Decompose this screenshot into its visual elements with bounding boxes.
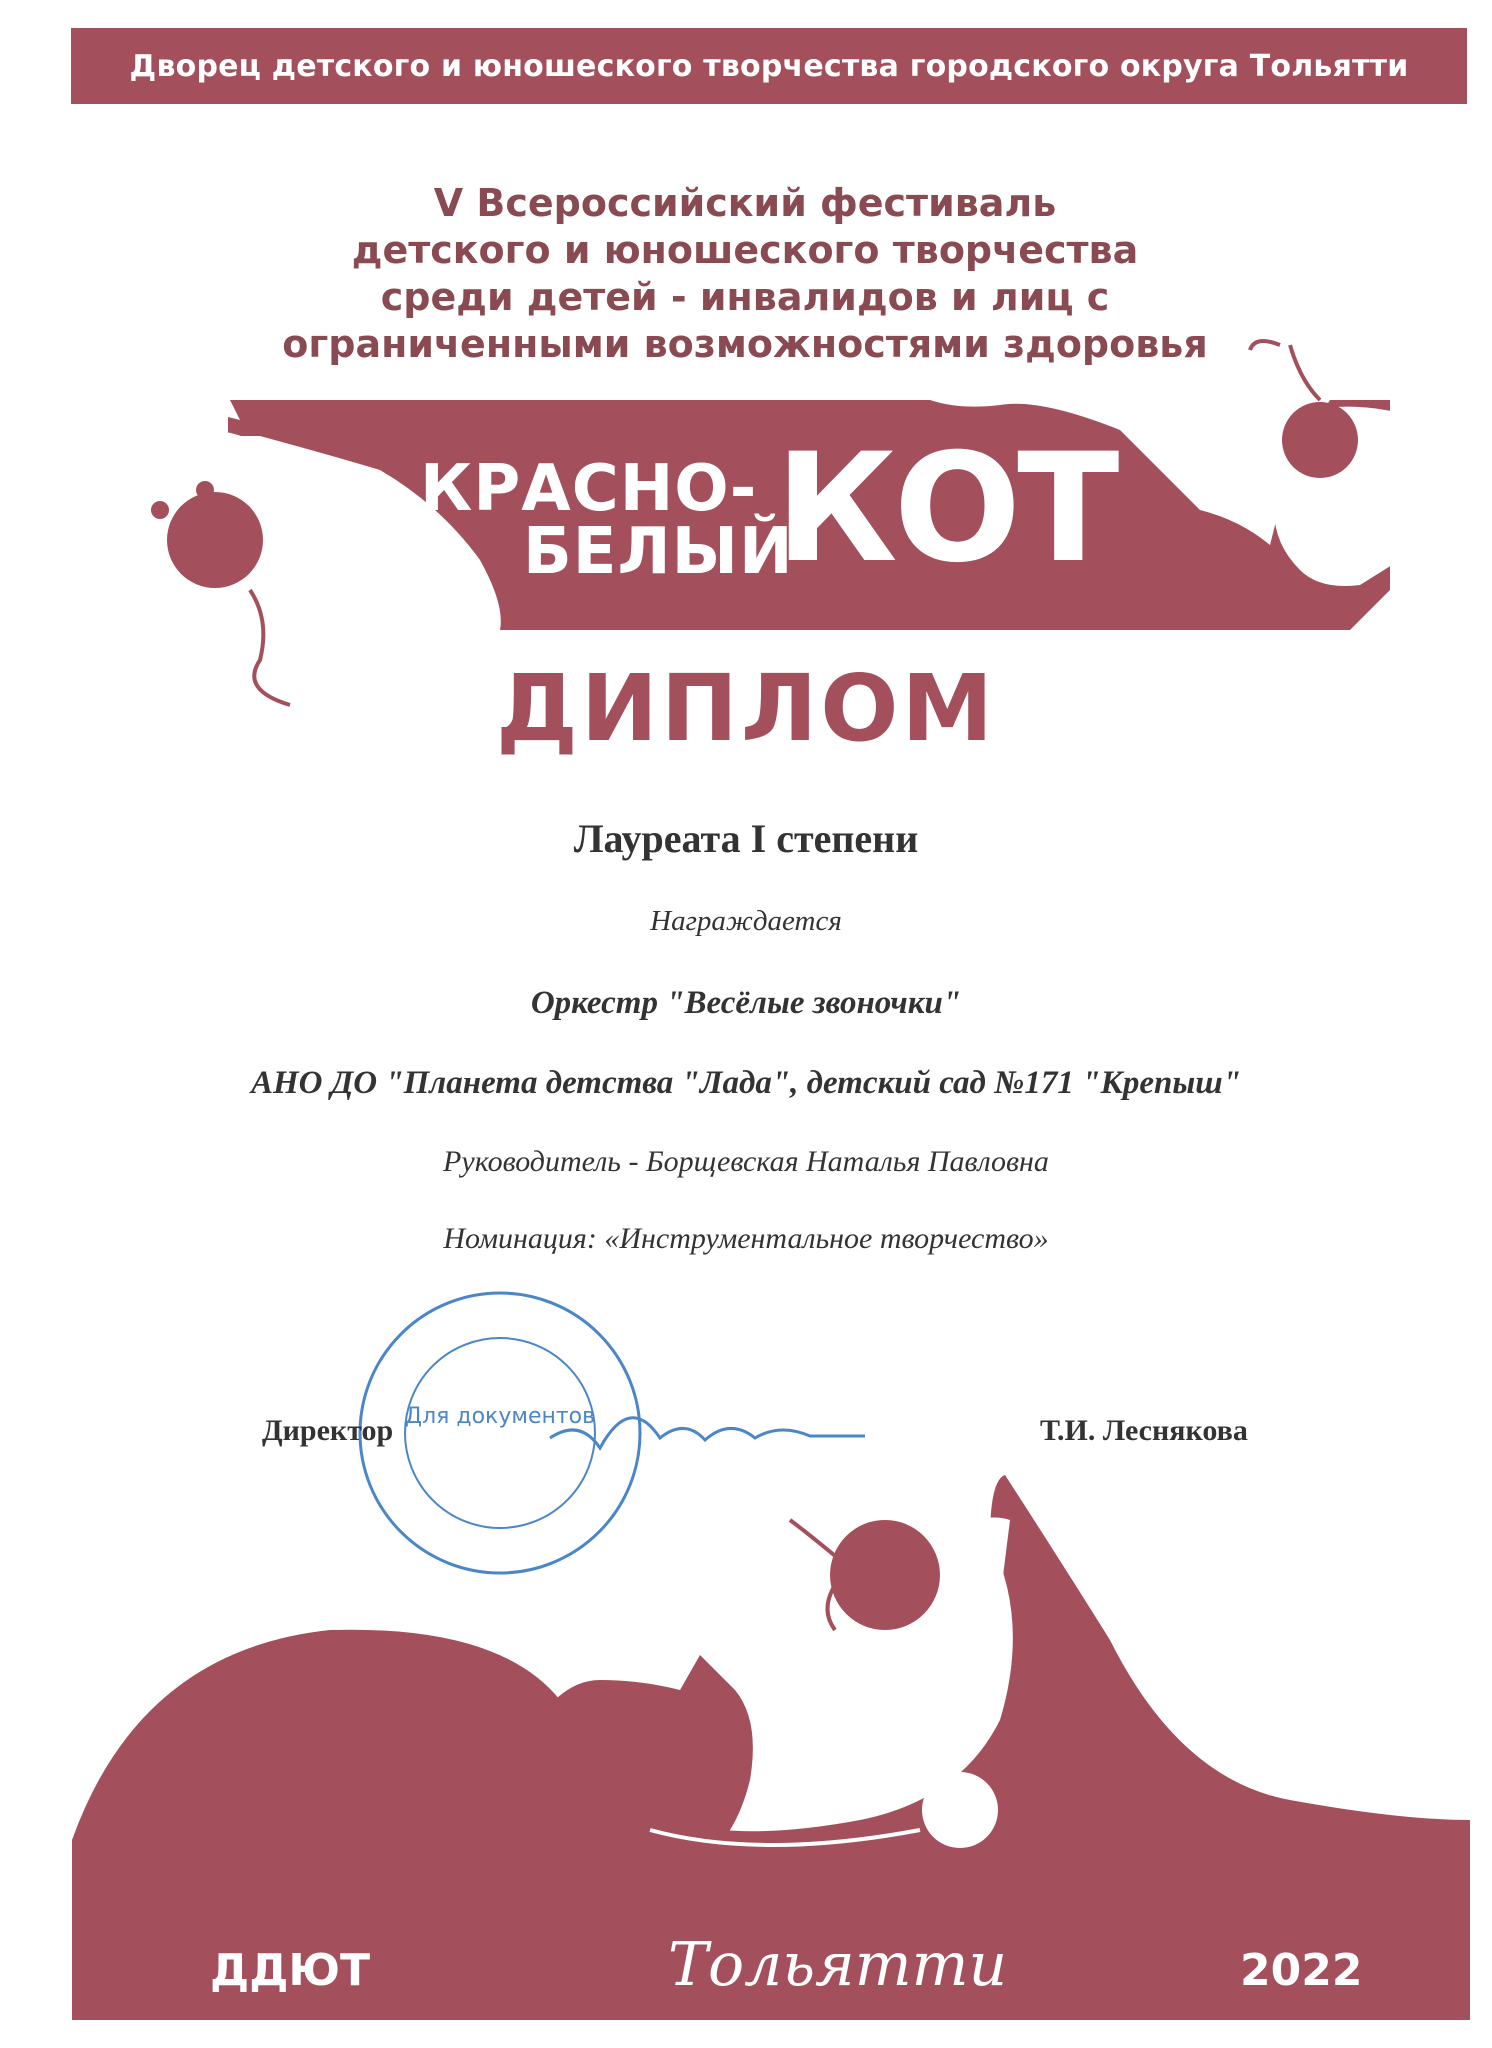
cat-illustration-bottom	[520, 1655, 753, 1860]
cat-eye	[151, 501, 169, 519]
festival-line: V Всероссийский фестиваль	[433, 181, 1057, 225]
logo-text-line2: БЕЛЫЙ	[523, 515, 794, 589]
recipient-name: Оркестр "Весёлые звоночки"	[530, 985, 962, 1021]
diploma-title: ДИПЛОМ	[495, 655, 997, 762]
yarn-ball-white	[922, 1772, 998, 1848]
organizer-text: Дворец детского и юношеского творчества городского округа Тольятти	[129, 48, 1409, 84]
nomination-line: Номинация: «Инструментальное творчество»	[443, 1222, 1049, 1255]
festival-line: среди детей - инвалидов и лиц с	[380, 275, 1110, 319]
footer-year: 2022	[1240, 1945, 1363, 1996]
director-name: Т.И. Леснякова	[1040, 1414, 1248, 1447]
signature-image	[520, 1378, 880, 1468]
yarn-ball-bottom	[830, 1520, 940, 1630]
logo-text-kot: КОТ	[775, 422, 1116, 596]
director-label: Директор	[262, 1414, 394, 1447]
footer-city: Тольятти	[668, 1930, 1008, 2000]
yarn-ball-left	[167, 492, 263, 588]
logo-text-line1: КРАСНО-	[420, 452, 758, 526]
yarn-ball-right	[1282, 402, 1358, 478]
diploma-degree: Лауреата I степени	[573, 816, 919, 861]
awarded-label: Награждается	[650, 905, 842, 937]
leader-line: Руководитель - Борщевская Наталья Павловна	[443, 1145, 1049, 1178]
recipient-organization: АНО ДО "Планета детства "Лада", детский сад №171 "Крепыш"	[250, 1065, 1242, 1101]
footer-acronym: ДДЮТ	[210, 1945, 371, 1996]
cat-eye	[196, 481, 214, 499]
yarn-thread-right	[1250, 341, 1320, 400]
festival-line: детского и юношеского творчества	[351, 228, 1139, 272]
festival-line: ограниченными возможностями здоровья	[282, 322, 1208, 366]
stamp-text: Для документов	[404, 1404, 596, 1429]
